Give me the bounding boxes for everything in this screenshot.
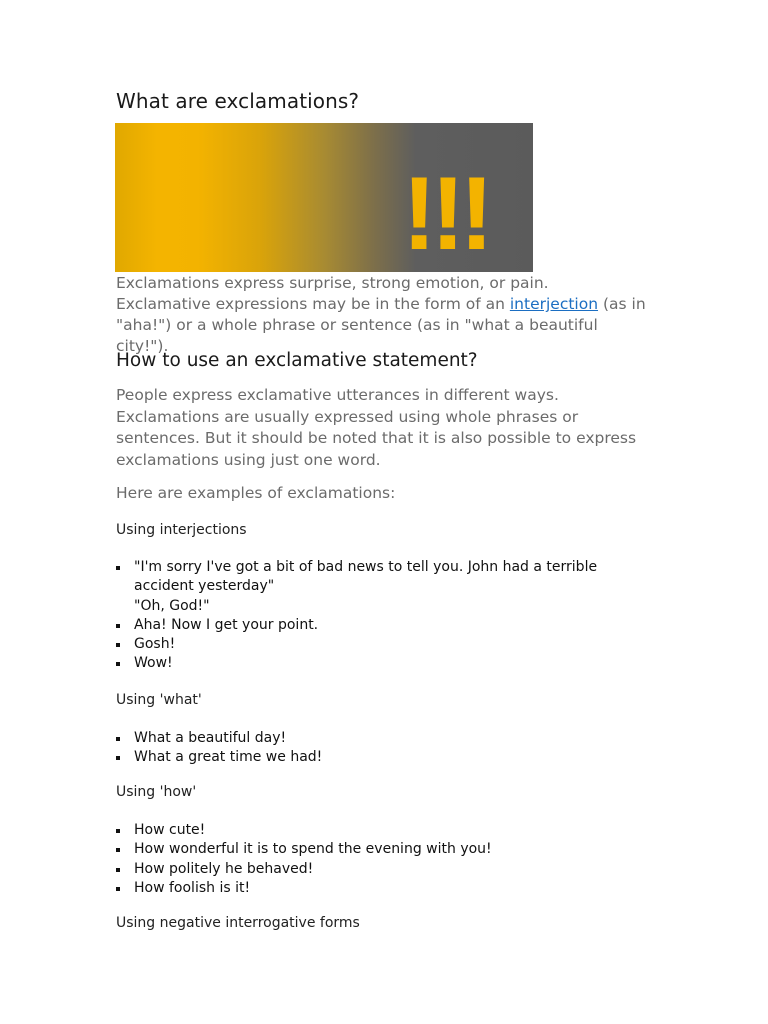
what-list	[116, 729, 516, 768]
group-title-interjections: Using interjections	[116, 522, 247, 538]
how-list	[116, 821, 596, 898]
usage-paragraph: People express exclamative utterances in different ways. Exclamations are usually expressed using whole phrases or sentences. But it should be noted that it is also possible to express exclamations using just one word.	[116, 386, 637, 469]
list-item: Aha! Now I get your point.	[116, 616, 636, 635]
intro-paragraph	[116, 273, 646, 357]
list-item-line: "Oh, God!"	[134, 597, 210, 614]
intro-text-before: Exclamations express surprise, strong emotion, or pain. Exclamative expressions may be in the form of an	[116, 274, 549, 313]
intro-text-after: (as in "aha!") or a whole phrase or sentence (as in "what a beautiful city!").	[116, 295, 646, 355]
list-item: Gosh!	[116, 635, 636, 654]
exclamation-marks-text: !!!	[402, 156, 488, 272]
group-title-what: Using 'what'	[116, 692, 202, 708]
exclamation-marks-graphic	[115, 123, 533, 272]
interjection-link[interactable]: interjection	[509, 295, 599, 313]
list-item: What a great time we had!	[116, 748, 516, 767]
list-item: How foolish is it!	[116, 879, 596, 898]
list-item	[116, 558, 636, 616]
interjections-list	[116, 558, 636, 674]
list-item: How politely he behaved!	[116, 860, 596, 879]
section-heading: How to use an exclamative statement?	[116, 350, 478, 371]
group-title-negative-interrogative: Using negative interrogative forms	[116, 915, 360, 931]
list-item: How wonderful it is to spend the evening with you!	[116, 840, 596, 859]
list-item: How cute!	[116, 821, 596, 840]
exclamation-banner-image	[115, 123, 533, 272]
list-item: Wow!	[116, 654, 636, 673]
list-item-line: "I'm sorry I've got a bit of bad news to tell you. John had a terrible	[134, 559, 598, 575]
list-item-line: accident yesterday"	[134, 578, 275, 595]
examples-intro: Here are examples of exclamations:	[116, 484, 396, 502]
page-title: What are exclamations?	[116, 89, 360, 113]
list-item: What a beautiful day!	[116, 729, 516, 748]
group-title-how: Using 'how'	[116, 784, 197, 800]
